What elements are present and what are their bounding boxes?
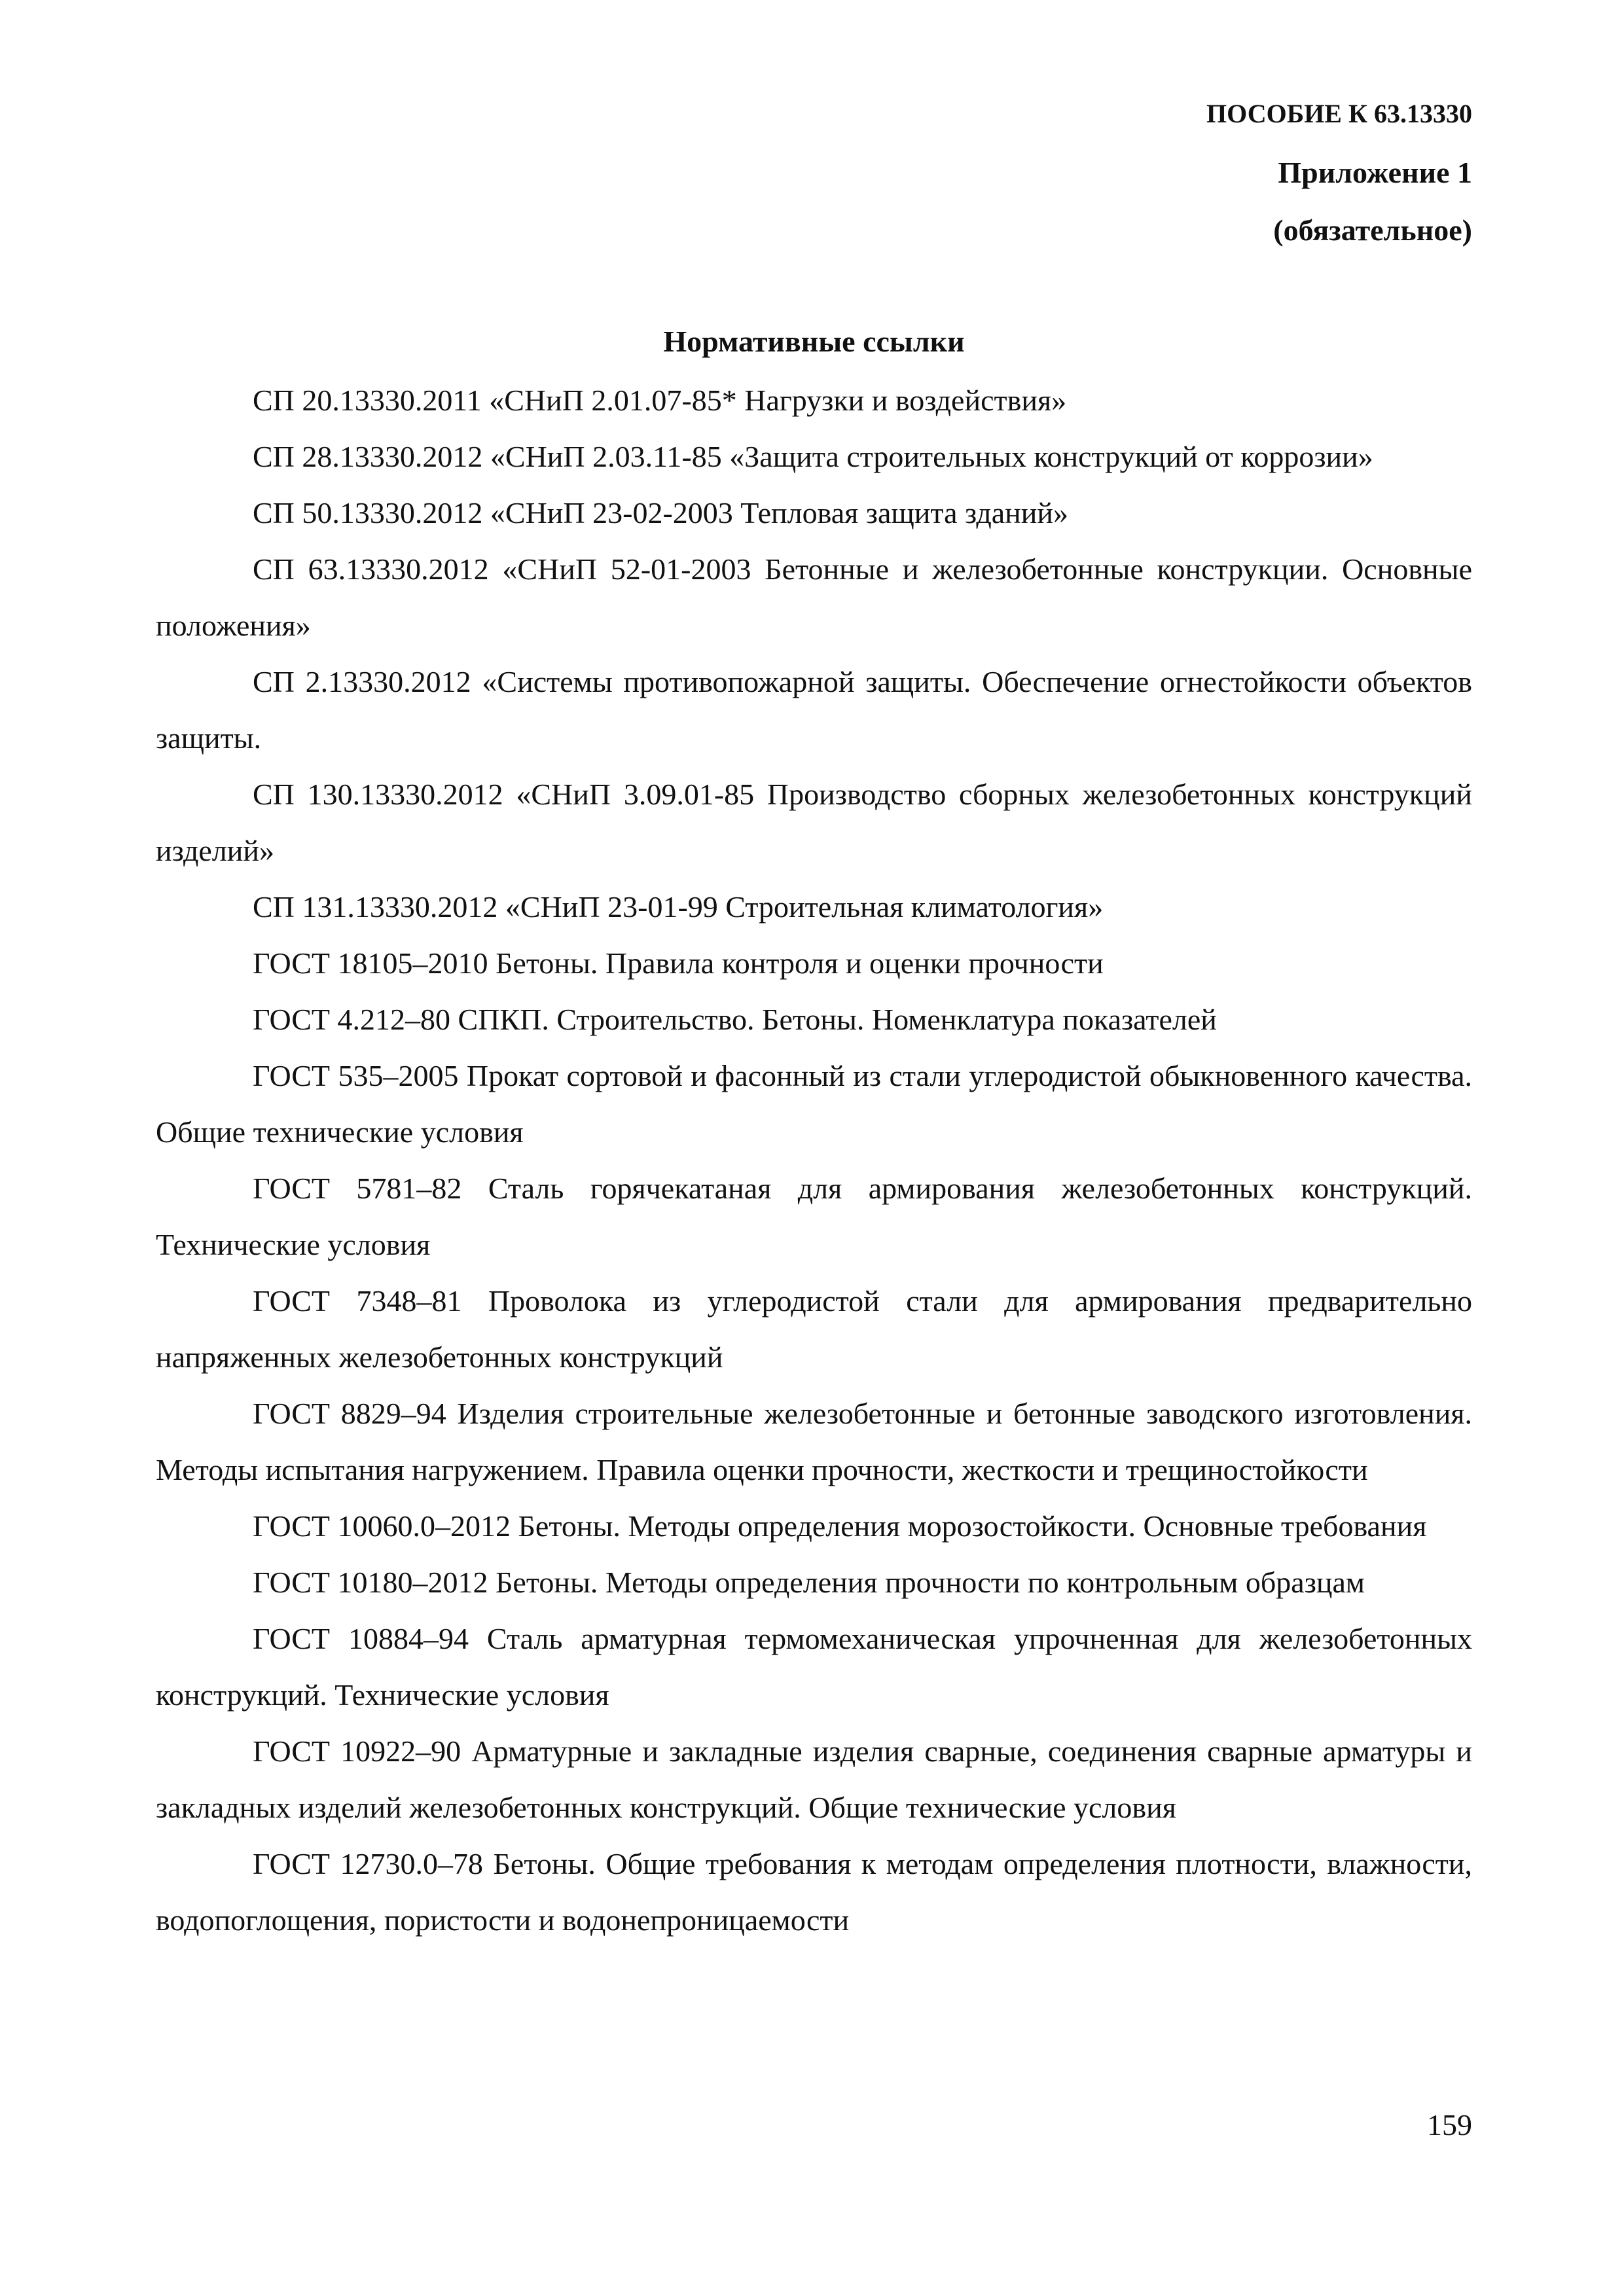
reference-item-2: СП 28.13330.2012 «СНиП 2.03.11-85 «Защита строительных конструкций от коррозии»: [253, 440, 1373, 473]
reference-item-16: ГОСТ 10884–94 Сталь арматурная термомеханическая упрочненная для железобетонных конструкций. Технические условия: [156, 1622, 1472, 1712]
reference-item-4: СП 63.13330.2012 «СНиП 52-01-2003 Бетонные и железобетонные конструкции. Основные положения»: [156, 552, 1472, 642]
reference-item-10: ГОСТ 535–2005 Прокат сортовой и фасонный из стали углеродистой обыкновенного качества. Общие технические условия: [156, 1059, 1472, 1149]
running-header-code: ПОСОБИЕ К 63.13330: [1206, 99, 1472, 128]
reference-item-8: ГОСТ 18105–2010 Бетоны. Правила контроля и оценки прочности: [253, 946, 1104, 980]
reference-item-12: ГОСТ 7348–81 Проволока из углеродистой стали для армирования предварительно напряженных железобетонных конструкций: [156, 1284, 1472, 1374]
appendix-title: Приложение 1: [1278, 156, 1472, 189]
reference-item-5: СП 2.13330.2012 «Системы противопожарной защиты. Обеспечение огнестойкости объектов защиты.: [156, 665, 1472, 755]
appendix-status: (обязательное): [1273, 213, 1472, 247]
normative-references-list: [156, 372, 1472, 1948]
reference-item-7: СП 131.13330.2012 «СНиП 23-01-99 Строительная климатология»: [253, 890, 1104, 924]
page-number: 159: [1427, 2108, 1472, 2142]
reference-item-11: ГОСТ 5781–82 Сталь горячекатаная для армирования железобетонных конструкций. Технические условия: [156, 1172, 1472, 1261]
reference-item-17: ГОСТ 10922–90 Арматурные и закладные изделия сварные, соединения сварные арматуры и закладных изделий железобетонных конструкций. Общие технические условия: [156, 1734, 1472, 1824]
reference-item-6: СП 130.13330.2012 «СНиП 3.09.01-85 Производство сборных железобетонных конструкций изделий»: [156, 778, 1472, 867]
reference-item-18: ГОСТ 12730.0–78 Бетоны. Общие требования к методам определения плотности, влажности, водопоглощения, пористости и водонепроницаемости: [156, 1847, 1472, 1937]
reference-item-13: ГОСТ 8829–94 Изделия строительные железобетонные и бетонные заводского изготовления. Методы испытания нагружением. Правила оценки прочности, жесткости и трещиностойкости: [156, 1397, 1472, 1486]
reference-item-3: СП 50.13330.2012 «СНиП 23-02-2003 Тепловая защита зданий»: [253, 496, 1069, 529]
reference-item-1: СП 20.13330.2011 «СНиП 2.01.07-85* Нагрузки и воздействия»: [253, 384, 1067, 417]
reference-item-9: ГОСТ 4.212–80 СПКП. Строительство. Бетоны. Номенклатура показателей: [253, 1003, 1217, 1036]
section-title: Нормативные ссылки: [663, 325, 965, 358]
reference-item-15: ГОСТ 10180–2012 Бетоны. Методы определения прочности по контрольным образцам: [253, 1566, 1365, 1599]
reference-item-14: ГОСТ 10060.0–2012 Бетоны. Методы определения морозостойкости. Основные требования: [253, 1509, 1427, 1543]
